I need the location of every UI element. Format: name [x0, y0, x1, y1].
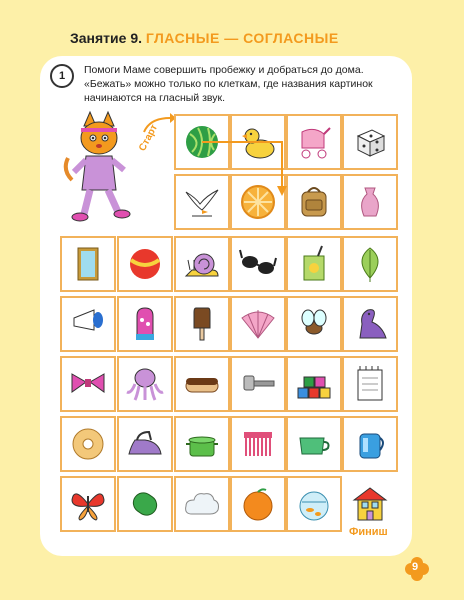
grid-cell[interactable]	[60, 236, 116, 292]
grid-cell[interactable]	[286, 416, 342, 472]
fly-icon	[294, 304, 334, 344]
grid-cell[interactable]	[342, 416, 398, 472]
grid-cell[interactable]	[230, 236, 286, 292]
grid-cell[interactable]	[117, 236, 173, 292]
task-instructions	[84, 63, 402, 105]
octopus-icon	[125, 364, 165, 404]
lesson-number: Занятие 9.	[70, 30, 142, 46]
mirror-icon	[68, 244, 108, 284]
finish-label: Финиш	[349, 526, 388, 538]
grid-cell[interactable]	[174, 416, 230, 472]
duckling-icon	[238, 122, 278, 162]
grid-cell[interactable]	[286, 174, 342, 230]
ball-icon	[125, 244, 165, 284]
comb-icon	[238, 424, 278, 464]
grid-cell[interactable]	[342, 356, 398, 412]
grid-cell[interactable]	[60, 356, 116, 412]
task-number: 1	[50, 64, 74, 88]
mitten-icon	[125, 304, 165, 344]
cloud-icon	[182, 484, 222, 524]
grid-cell[interactable]	[174, 236, 230, 292]
grid-cell[interactable]	[286, 236, 342, 292]
sunglasses-icon	[238, 244, 278, 284]
task-line-1: Помоги Маме совершить пробежку и добраться до дома.	[84, 64, 364, 76]
grid-cell[interactable]	[117, 356, 173, 412]
bow-icon	[68, 364, 108, 404]
grid-cell[interactable]	[230, 476, 286, 532]
cucumber-icon	[125, 484, 165, 524]
dice-icon	[350, 122, 390, 162]
butterfly-icon	[68, 484, 108, 524]
ice-cream-icon	[182, 304, 222, 344]
screw-icon	[238, 364, 278, 404]
grid-cell[interactable]	[174, 296, 230, 352]
grid-cell[interactable]	[117, 416, 173, 472]
fan-icon	[238, 304, 278, 344]
grid-cell[interactable]	[286, 476, 342, 532]
saucepan-icon	[182, 424, 222, 464]
iron-icon	[125, 424, 165, 464]
grid-cell[interactable]	[174, 174, 230, 230]
stroller-icon	[294, 122, 334, 162]
grid-cell[interactable]	[342, 114, 398, 170]
snail-icon	[182, 244, 222, 284]
finish-cell[interactable]	[342, 476, 398, 532]
grid-cell[interactable]	[60, 296, 116, 352]
juice-box-icon	[294, 244, 334, 284]
task-line-2: «Бежать» можно только по клеткам, где названия картинок начинаются на гласный звук.	[84, 78, 373, 104]
grid-cell[interactable]	[286, 296, 342, 352]
cat-character-icon	[62, 110, 136, 230]
dinosaur-icon	[350, 304, 390, 344]
grid-cell[interactable]	[174, 114, 230, 170]
grid-cell[interactable]	[60, 416, 116, 472]
house-icon	[350, 484, 390, 524]
aquarium-icon	[294, 484, 334, 524]
watermelon-icon	[182, 122, 222, 162]
lesson-topic: ГЛАСНЫЕ — СОГЛАСНЫЕ	[145, 30, 339, 46]
grid-cell[interactable]	[342, 236, 398, 292]
kettle-icon	[350, 424, 390, 464]
start-label: Старт	[137, 122, 161, 154]
notepad-icon	[350, 364, 390, 404]
grid-cell[interactable]	[230, 114, 286, 170]
lesson-header	[70, 30, 339, 46]
grid-cell[interactable]	[230, 174, 286, 230]
backpack-icon	[294, 182, 334, 222]
grid-cell[interactable]	[342, 174, 398, 230]
grid-cell[interactable]	[342, 296, 398, 352]
grid-cell[interactable]	[230, 356, 286, 412]
grid-cell[interactable]	[117, 476, 173, 532]
eclair-icon	[182, 364, 222, 404]
grid-cell[interactable]	[286, 356, 342, 412]
blocks-icon	[294, 364, 334, 404]
grid-cell[interactable]	[230, 416, 286, 472]
orange-icon	[238, 484, 278, 524]
grid-cell[interactable]	[174, 356, 230, 412]
vase-icon	[350, 182, 390, 222]
seagull-icon	[182, 182, 222, 222]
leaf-icon	[350, 244, 390, 284]
page-number: 9	[411, 561, 419, 573]
donut-icon	[68, 424, 108, 464]
grid-cell[interactable]	[60, 476, 116, 532]
cup-icon	[294, 424, 334, 464]
orange-slice-icon	[238, 182, 278, 222]
grid-cell[interactable]	[117, 296, 173, 352]
grid-cell[interactable]	[174, 476, 230, 532]
grid-cell[interactable]	[230, 296, 286, 352]
shuttlecock-icon	[68, 304, 108, 344]
grid-cell[interactable]	[286, 114, 342, 170]
